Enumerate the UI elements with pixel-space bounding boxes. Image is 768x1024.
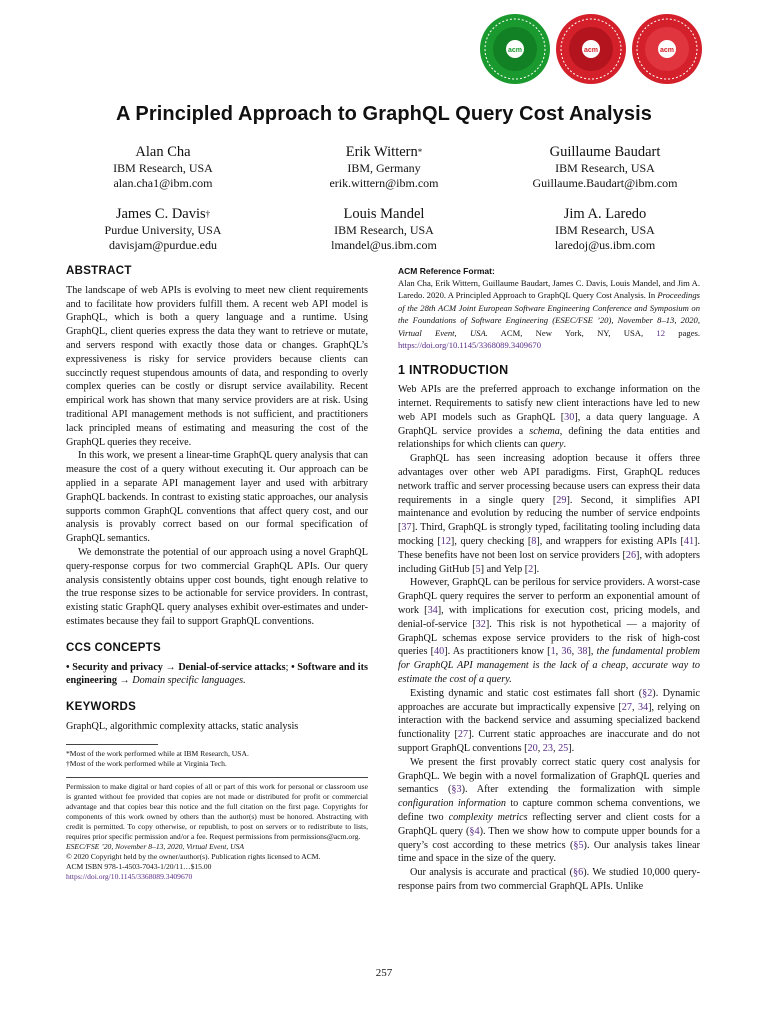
copyright-line: © 2020 Copyright held by the owner/author(s). Publication rights licensed to ACM.: [66, 851, 321, 861]
abstract-paragraph: We demonstrate the potential of our approach using a novel GraphQL query-response corpus for two commercial GraphQL APIs. Our query analysis consistently obtains upper cost bounds, tight enough relative to the true response sizes to be actionable for service providers. In contrast, existing static GraphQL query analyses exhibit over-estimates and under-estimates because they fail to support GraphQL conventions.: [66, 546, 368, 627]
svg-text:acm: acm: [583, 47, 599, 54]
reference-format-heading: ACM Reference Format:: [398, 266, 495, 276]
author: Erik Wittern* IBM, Germany erik.wittern@ibm.com: [279, 143, 489, 191]
authors-row-2: [58, 205, 710, 253]
author-email: alan.cha1@ibm.com: [113, 176, 213, 190]
footnote-rule: [66, 744, 158, 745]
intro-paragraph: GraphQL has seen increasing adoption because it offers three advantages over other web API paradigms. First, GraphQL reduces network traffic and server processing because users can express their data requirements in a single query [29]. Second, it simplifies API maintenance and evolution by reducing the number of service endpoints [37]. Third, GraphQL is strongly typed, facilitating tooling including data mocking [12], query checking [8], and wrappers for existing APIs [41]. These benefits have not been lost on service providers [26], with adopters including GitHub [5] and Yelp [2].: [398, 453, 700, 575]
abstract-heading: ABSTRACT: [66, 265, 132, 277]
introduction-heading: 1 INTRODUCTION: [398, 363, 509, 378]
permission-rule: [66, 777, 368, 778]
author-email: lmandel@us.ibm.com: [331, 238, 437, 252]
keywords: GraphQL, algorithmic complexity attacks, static analysis: [66, 720, 299, 732]
author: [58, 143, 268, 191]
permission-statement: Permission to make digital or hard copies of all or part of this work for personal or classroom use is granted without fee provided that copies are not made or distributed for profit or commercial advantage and that copies bear this notice and the full citation on the first page. Copyrights for components of this work owned by others than the author(s) must be honored. Abstracting with credit is permitted. To copy otherwise, or republish, to post on servers or to redistribute to lists, requires prior specific permission and/or a fee. Request permissions from permissions@acm.org.: [66, 781, 368, 841]
footnote: *Most of the work performed while at IBM Research, USA.: [66, 748, 249, 758]
svg-text:acm: acm: [659, 47, 675, 54]
isbn-line: ACM ISBN 978-1-4503-7043-1/20/11…$15.00: [66, 861, 212, 871]
author: [279, 205, 489, 253]
author-name: Louis Mandel: [343, 206, 425, 222]
ccs-heading: CCS CONCEPTS: [66, 641, 161, 654]
svg-text:acm: acm: [507, 47, 523, 54]
conference-line: ESEC/FSE ’20, November 8–13, 2020, Virtual Event, USA: [66, 841, 245, 851]
author-name: Erik Wittern: [345, 144, 418, 160]
author-email: Guillaume.Baudart@ibm.com: [532, 176, 678, 190]
author-affiliation: IBM Research, USA: [113, 161, 213, 175]
ccs-concepts: • Security and privacy → Denial-of-service attacks; • Software and its engineering → Domain specific languages.: [66, 661, 368, 687]
abstract-paragraph: The landscape of web APIs is evolving to meet new client requirements and to facilitate how providers fulfill them. A recent web API model is GraphQL, which is both a query language and a runtime. Using GraphQL, client queries express the data they want to retrieve or mutate, and servers respond with exactly those data or changes. GraphQL’s expressiveness is risky for service providers because clients can succinctly request stupendous amounts of data, and responding to overly complex queries can be costly or disrupt service availability. Recent empirical work has shown that many service providers are at risk. Using traditional API management methods is not sufficient, and practitioners lack principled means of estimating and measuring the cost of the GraphQL queries they receive.: [66, 284, 368, 448]
badge-artifacts-available: [478, 12, 552, 86]
author-name: Alan Cha: [135, 144, 191, 160]
intro-paragraph: However, GraphQL can be perilous for service providers. A worst-case GraphQL query requires the server to perform an exponential amount of work [34], with implications for execution cost, pricing models, and denial-of-service [32]. This risk is not hypothetical — a majority of GraphQL schemas expose service providers to the risk of high-cost queries [40]. As practitioners know [1, 36, 38], the fundamental problem for GraphQL API management is the lack of a cheap, accurate way to estimate the cost of a query.: [398, 577, 700, 685]
author-name: Jim A. Laredo: [563, 206, 647, 222]
keywords-heading: KEYWORDS: [66, 701, 137, 714]
author-name: James C. Davis: [115, 206, 206, 222]
author-affiliation: IBM, Germany: [347, 161, 421, 175]
intro-paragraph: We present the first provably correct static query cost analysis for GraphQL. We begin with a novel formalization of GraphQL queries and semantics (§3). After extending the formalization with simple configuration information to capture common schema conventions, we define two complexity metrics reflecting server and client costs for a GraphQL query (§4). Then we show how to compute upper bounds for a query’s cost according to these metrics (§5). Our analysis takes linear time and space in the size of the query.: [398, 756, 701, 865]
author-email: davisjam@purdue.edu: [108, 238, 218, 252]
author-affiliation: IBM Research, USA: [555, 161, 655, 175]
author-affiliation: IBM Research, USA: [334, 223, 434, 237]
author: [500, 205, 710, 253]
reference-format: Alan Cha, Erik Wittern, Guillaume Baudart, James C. Davis, Louis Mandel, and Jim A. Laredo. 2020. A Principled Approach to GraphQL Query Cost Analysis. In Proceedings of the 28th ACM Joint European Software Engineering Conference and Symposium on the Foundations of Software Engineering (ESEC/FSE ’20), November 8–13, 2020, Virtual Event, USA. ACM, New York, NY, USA, 12 pages. https://doi.org/10.1145/3368089.3409670: [398, 278, 701, 351]
doi-link[interactable]: https://doi.org/10.1145/3368089.3409670: [66, 871, 193, 881]
intro-paragraph: Existing dynamic and static cost estimates fall short (§2). Dynamic approaches are accurate but impractically expensive [27, 34], relying on interaction with the backend service and assuming specialized backend functionality [27]. Current static approaches are inaccurate and do not support GraphQL conventions [20, 23, 25].: [398, 687, 701, 754]
badge-artifacts-evaluated-functional: [630, 12, 704, 86]
abstract-paragraph: In this work, we present a linear-time GraphQL query analysis that can measure the cost of a query without executing it. Our approach can be applied in a separate API management layer and used with arbitrary GraphQL backends. In contrast to existing static approaches, our analysis supports common GraphQL conventions that affect query cost, and our analysis is provably correct based on our formal specification of GraphQL semantics.: [66, 450, 368, 545]
author: [500, 143, 710, 191]
page-number: 257: [375, 967, 393, 979]
intro-paragraph: Our analysis is accurate and practical (§6). We studied 10,000 query-response pairs from two commercial GraphQL APIs. Unlike: [398, 867, 700, 892]
author-name: Guillaume Baudart: [549, 144, 661, 160]
left-column: [66, 265, 368, 882]
badge-artifacts-evaluated-reusable: [554, 12, 628, 86]
artifact-badges: [478, 12, 718, 92]
right-column: [398, 265, 700, 894]
author-affiliation: Purdue University, USA: [104, 223, 222, 237]
author-email: laredoj@us.ibm.com: [554, 238, 656, 252]
author: James C. Davis† Purdue University, USA davisjam@purdue.edu: [58, 205, 268, 253]
footnote: †Most of the work performed while at Virginia Tech.: [66, 758, 227, 768]
author-affiliation: IBM Research, USA: [555, 223, 655, 237]
reference-doi-link[interactable]: https://doi.org/10.1145/3368089.3409670: [398, 340, 541, 351]
paper-title: A Principled Approach to GraphQL Query Cost Analysis: [115, 103, 653, 125]
author-email: erik.wittern@ibm.com: [329, 176, 439, 190]
intro-paragraph: Web APIs are the preferred approach to exchange information on the internet. Requirements to satisfy new client interactions have led to new web API models such as GraphQL [30], a data query language. A GraphQL service provides a schema, defining the data entities and relationships for which clients can query.: [398, 384, 700, 451]
authors-row-1: [58, 143, 710, 191]
